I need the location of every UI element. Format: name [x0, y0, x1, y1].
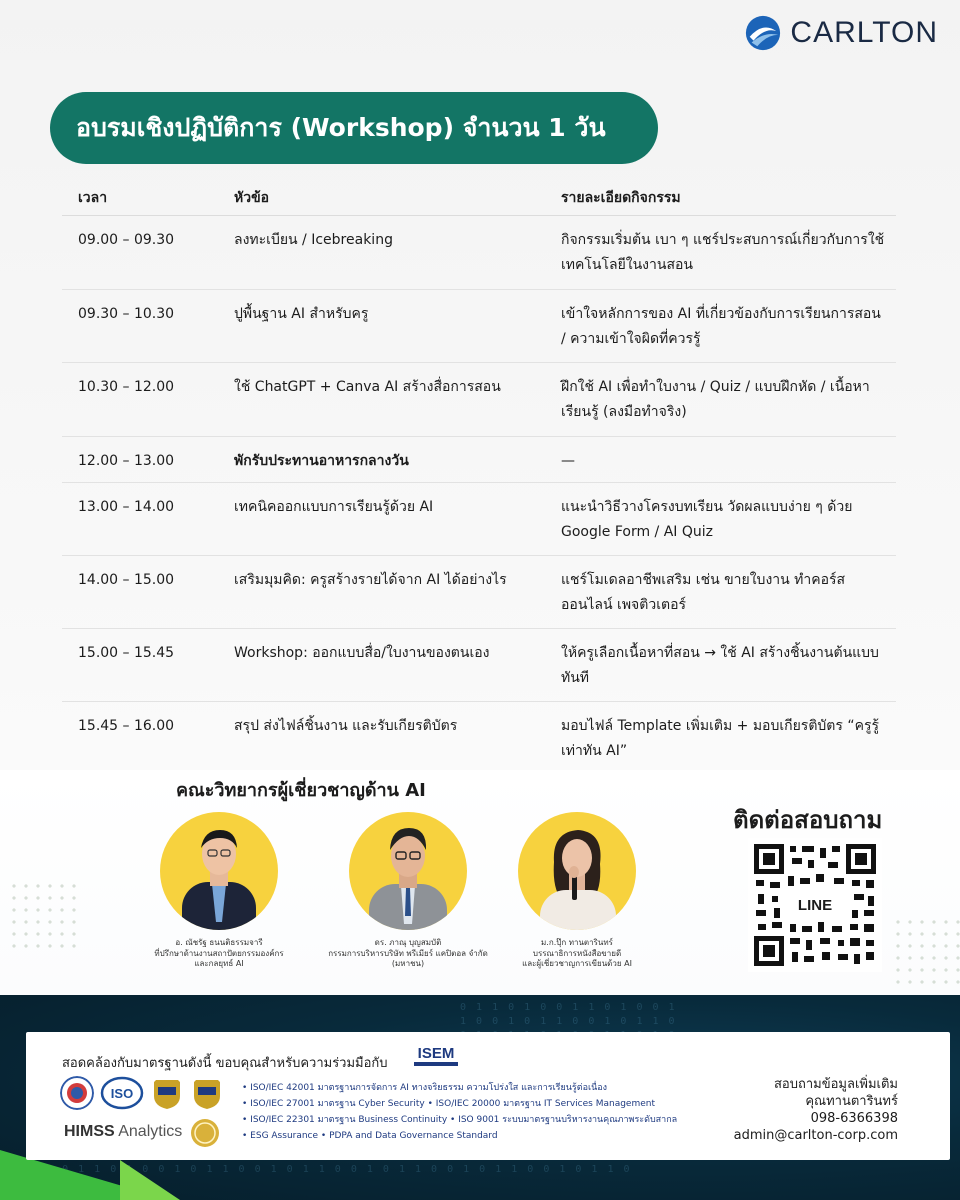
carlton-logo	[744, 14, 938, 52]
row-detail: —	[561, 453, 575, 469]
speaker-caption	[462, 938, 692, 970]
table-row	[62, 363, 896, 437]
speaker-role: บรรณาธิการหนังสือขายดี	[532, 948, 622, 958]
gold-seal-icon	[190, 1118, 220, 1148]
iso-badge-icon	[100, 1076, 144, 1110]
brand-name: CARLTON	[790, 16, 938, 49]
speaker-role: (มหาชน)	[391, 959, 425, 968]
speaker-role: ที่ปรึกษาด้านงานสถาปัตยกรรมองค์กร	[154, 948, 284, 958]
schedule-header-row	[62, 180, 896, 216]
row-topic: Workshop: ออกแบบสื่อ/ใบงานของตนเอง	[234, 645, 490, 661]
row-time: 09.30 – 10.30	[78, 306, 175, 322]
contact-info	[734, 1076, 898, 1144]
speaker-name: ม.ก.ปุ๊ก ทานตารินทร์	[541, 938, 613, 947]
standard-item: • ISO/IEC 42001 มาตรฐานการจัดการ AI ทางจริยธรรม ความโปร่งใส และการเรียนรู้ต่อเนื่อง	[242, 1083, 608, 1093]
isem-logo-icon	[410, 1042, 462, 1070]
speaker-card	[462, 812, 692, 970]
table-row	[62, 629, 896, 702]
himss-logo-rest: Analytics	[114, 1123, 183, 1140]
standard-item: • ESG Assurance • PDPA and Data Governance Standard	[242, 1131, 498, 1141]
header-detail: รายละเอียดกิจกรรม	[561, 189, 681, 206]
table-row	[62, 702, 896, 776]
footer-intro: สอดคล้องกับมาตรฐานดังนี้ ขอบคุณสำหรับความร่วมมือกับ	[62, 1056, 388, 1071]
header-topic: หัวข้อ	[234, 189, 270, 206]
carlton-logo-icon	[744, 14, 782, 52]
certification-seal-icon	[60, 1076, 94, 1110]
contact-email[interactable]: admin@carlton-corp.com	[733, 1128, 898, 1143]
speaker-avatar	[349, 812, 467, 930]
table-row	[62, 483, 896, 556]
row-time: 10.30 – 12.00	[78, 379, 175, 395]
background-dark: 0 1 1 0 1 0 0 1 1 0 1 0 0 1 1 0 0 1 0 1 1 0 0 1 0 1 1 0 1 0 0 1 1 0 1 0 0 1 0 1 1 0 0 1 0 1 1 0 0 1 0 1 1 0 0 1 0 1 1 0 0 1 0 1 1 0	[0, 995, 960, 1200]
table-row	[62, 290, 896, 363]
speaker-role: และผู้เชี่ยวชาญการเขียนด้วย AI	[522, 959, 632, 968]
row-topic: เสริมมุมคิด: ครูสร้างรายได้จาก AI ได้อย่างไร	[234, 572, 507, 588]
speaker-name: ดร. ภาณุ บุญสมบัติ	[374, 938, 442, 947]
dot-pattern	[892, 916, 960, 986]
table-row	[62, 216, 896, 290]
row-detail: แนะนำวิธีวางโครงบทเรียน วัดผลแบบง่าย ๆ ด้วย Google Form / AI Quiz	[561, 499, 853, 540]
header-time: เวลา	[78, 189, 108, 206]
row-topic: ใช้ ChatGPT + Canva AI สร้างสื่อการสอน	[234, 379, 501, 395]
contact-heading: สอบถามข้อมูลเพิ่มเติม	[773, 1077, 898, 1092]
row-topic: สรุป ส่งไฟล์ชิ้นงาน และรับเกียรติบัตร	[234, 718, 458, 734]
row-time: 14.00 – 15.00	[78, 572, 175, 588]
footer-card	[26, 1032, 950, 1160]
row-detail: ให้ครูเลือกเนื้อหาที่สอน → ใช้ AI สร้างชิ้นงานต้นแบบทันที	[561, 645, 879, 686]
schedule-table	[62, 180, 896, 776]
row-detail: เข้าใจหลักการของ AI ที่เกี่ยวข้องกับการเรียนการสอน / ความเข้าใจผิดที่ควรรู้	[561, 306, 881, 347]
himss-analytics-logo	[64, 1123, 182, 1141]
table-row	[62, 437, 896, 483]
row-detail: ฝึกใช้ AI เพื่อทำใบงาน / Quiz / แบบฝึกหัด / เนื้อหาเรียนรู้ (ลงมือทำจริง)	[561, 379, 870, 420]
speaker-avatar	[518, 812, 636, 930]
row-time: 15.45 – 16.00	[78, 718, 175, 734]
qr-line-label: LINE	[790, 894, 840, 916]
speaker-role: กรรมการบริหารบริษัท พรีเมียร์ แคปิตอล จำกัด	[328, 948, 488, 958]
gold-shield-icon	[190, 1076, 224, 1110]
person-icon	[349, 812, 467, 930]
isem-logo-text: ISEM	[417, 1045, 455, 1062]
table-row	[62, 556, 896, 629]
standard-item: • ISO/IEC 27001 มาตรฐาน Cyber Security • ISO/IEC 20000 มาตรฐาน IT Services Management	[242, 1099, 656, 1109]
row-topic: เทคนิคออกแบบการเรียนรู้ด้วย AI	[234, 499, 434, 515]
row-time: 09.00 – 09.30	[78, 232, 175, 248]
dot-pattern	[8, 880, 78, 950]
green-accent-shape	[120, 1160, 180, 1200]
row-detail: แชร์โมเดลอาชีพเสริม เช่น ขายใบงาน ทำคอร์สออนไลน์ เพจติวเตอร์	[561, 572, 846, 613]
himss-logo-bold: HIMSS	[64, 1123, 115, 1140]
gold-shield-icon	[150, 1076, 184, 1110]
contact-phone[interactable]: 098-6366398	[810, 1111, 898, 1126]
contact-name: คุณทานตารินทร์	[805, 1094, 898, 1109]
row-time: 13.00 – 14.00	[78, 499, 175, 515]
row-topic: ลงทะเบียน / Icebreaking	[234, 232, 393, 248]
contact-title: ติดต่อสอบถาม	[733, 806, 883, 834]
row-time: 15.00 – 15.45	[78, 645, 175, 661]
speaker-role: และกลยุทธ์ AI	[194, 959, 244, 968]
certification-badges	[60, 1076, 224, 1110]
page-title: อบรมเชิงปฏิบัติการ (Workshop) จำนวน 1 วัน	[50, 92, 658, 164]
line-qr-code[interactable]	[748, 838, 882, 972]
speakers-title: คณะวิทยากรผู้เชี่ยวชาญด้าน AI	[176, 780, 426, 801]
row-topic: พักรับประทานอาหารกลางวัน	[234, 453, 409, 469]
person-icon	[518, 812, 636, 930]
speaker-name: อ. ณัชรัฐ ธนนติธรรมจารี	[175, 938, 263, 947]
iso-badge-text: ISO	[110, 1086, 134, 1101]
row-detail: กิจกรรมเริ่มต้น เบา ๆ แชร์ประสบการณ์เกี่ยวกับการใช้เทคโนโลยีในงานสอน	[561, 232, 885, 273]
standards-list	[242, 1080, 677, 1144]
row-time: 12.00 – 13.00	[78, 453, 175, 469]
row-topic: ปูพื้นฐาน AI สำหรับครู	[234, 306, 369, 322]
speaker-avatar	[160, 812, 278, 930]
standard-item: • ISO/IEC 22301 มาตรฐาน Business Continuity • ISO 9001 ระบบมาตรฐานบริหารงานคุณภาพระดับสากล	[242, 1115, 678, 1125]
person-icon	[160, 812, 278, 930]
row-detail: มอบไฟล์ Template เพิ่มเติม + มอบเกียรติบัตร “ครูรู้เท่าทัน AI”	[561, 718, 880, 759]
